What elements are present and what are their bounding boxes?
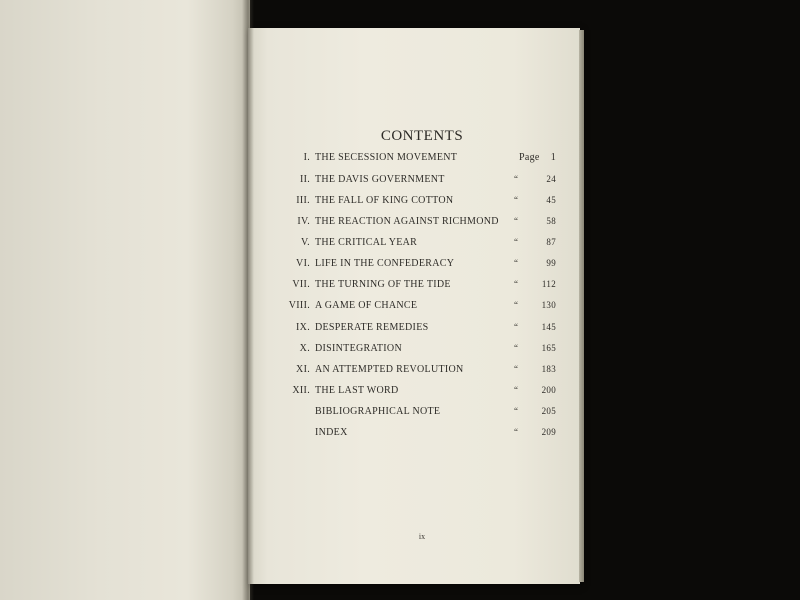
toc-ditto-mark: “ xyxy=(514,279,519,289)
toc-entry xyxy=(248,258,580,274)
toc-page-label: Page xyxy=(519,152,540,163)
toc-ditto-mark: “ xyxy=(514,406,519,416)
toc-ditto-mark: “ xyxy=(514,385,519,395)
toc-chapter-title: LIFE IN THE CONFEDERACY xyxy=(315,258,455,269)
toc-page-number: 87 xyxy=(546,237,556,247)
toc-entry xyxy=(248,216,580,232)
toc-ditto-mark: “ xyxy=(514,237,519,247)
toc-ditto-mark: “ xyxy=(514,427,519,437)
toc-ditto-mark: “ xyxy=(514,195,519,205)
toc-chapter-title: INDEX xyxy=(315,427,348,438)
toc-page-number: 165 xyxy=(541,343,556,353)
toc-page-number: 209 xyxy=(541,427,556,437)
toc-chapter-title: DESPERATE REMEDIES xyxy=(315,322,429,333)
toc-chapter-number: II. xyxy=(299,174,310,185)
toc-chapter-title: THE REACTION AGAINST RICHMOND xyxy=(315,216,499,227)
toc-chapter-title: DISINTEGRATION xyxy=(315,343,402,354)
toc-chapter-title: THE SECESSION MOVEMENT xyxy=(315,152,458,163)
toc-entry xyxy=(248,364,580,380)
toc-page-number: 205 xyxy=(541,406,556,416)
toc-entry xyxy=(248,279,580,295)
toc-page-number: 24 xyxy=(546,174,556,184)
toc-chapter-number: V. xyxy=(300,237,310,248)
toc-chapter-title: THE TURNING OF THE TIDE xyxy=(315,279,451,290)
toc-chapter-number: X. xyxy=(299,343,310,354)
toc-page-number: 183 xyxy=(541,364,556,374)
toc-page-number: 99 xyxy=(546,258,556,268)
toc-entry xyxy=(248,343,580,359)
toc-ditto-mark: “ xyxy=(514,364,519,374)
toc-ditto-mark: “ xyxy=(514,322,519,332)
toc-ditto-mark: “ xyxy=(514,216,519,226)
toc-chapter-title: BIBLIOGRAPHICAL NOTE xyxy=(315,406,441,417)
toc-chapter-title: AN ATTEMPTED REVOLUTION xyxy=(315,364,464,375)
toc-entry xyxy=(248,300,580,316)
page-folio: ix xyxy=(418,532,426,541)
toc-entry xyxy=(248,174,580,190)
toc-entry xyxy=(248,385,580,401)
left-page xyxy=(0,0,250,600)
toc-ditto-mark: “ xyxy=(514,343,519,353)
toc-page-number: 1 xyxy=(550,152,556,163)
toc-chapter-number: VIII. xyxy=(288,300,310,311)
toc-ditto-mark: “ xyxy=(514,174,519,184)
toc-chapter-number: VI. xyxy=(296,258,310,269)
toc-entry xyxy=(248,152,580,168)
toc-chapter-number: I. xyxy=(303,152,310,163)
toc-page-number: 145 xyxy=(541,322,556,332)
toc-chapter-number: IX. xyxy=(296,322,310,333)
toc-chapter-number: XII. xyxy=(292,385,310,396)
toc-ditto-mark: “ xyxy=(514,300,519,310)
toc-entry xyxy=(248,427,580,443)
toc-page-number: 200 xyxy=(541,385,556,395)
toc-chapter-number: VII. xyxy=(292,279,310,290)
toc-chapter-title: THE LAST WORD xyxy=(315,385,399,396)
toc-entry xyxy=(248,195,580,211)
toc-chapter-title: A GAME OF CHANCE xyxy=(315,300,418,311)
toc-entry xyxy=(248,322,580,338)
toc-ditto-mark: “ xyxy=(514,258,519,268)
contents-heading: CONTENTS xyxy=(380,128,464,144)
toc-chapter-number: XI. xyxy=(296,364,310,375)
toc-chapter-number: IV. xyxy=(297,216,310,227)
toc-chapter-number: III. xyxy=(296,195,310,206)
toc-page-number: 112 xyxy=(541,279,556,289)
toc-entry xyxy=(248,406,580,422)
toc-chapter-title: THE CRITICAL YEAR xyxy=(315,237,418,248)
toc-page-number: 45 xyxy=(546,195,556,205)
toc-page-number: 58 xyxy=(546,216,556,226)
toc-chapter-title: THE DAVIS GOVERNMENT xyxy=(315,174,445,185)
toc-page-number: 130 xyxy=(541,300,556,310)
toc-entry xyxy=(248,237,580,253)
toc-chapter-title: THE FALL OF KING COTTON xyxy=(315,195,454,206)
